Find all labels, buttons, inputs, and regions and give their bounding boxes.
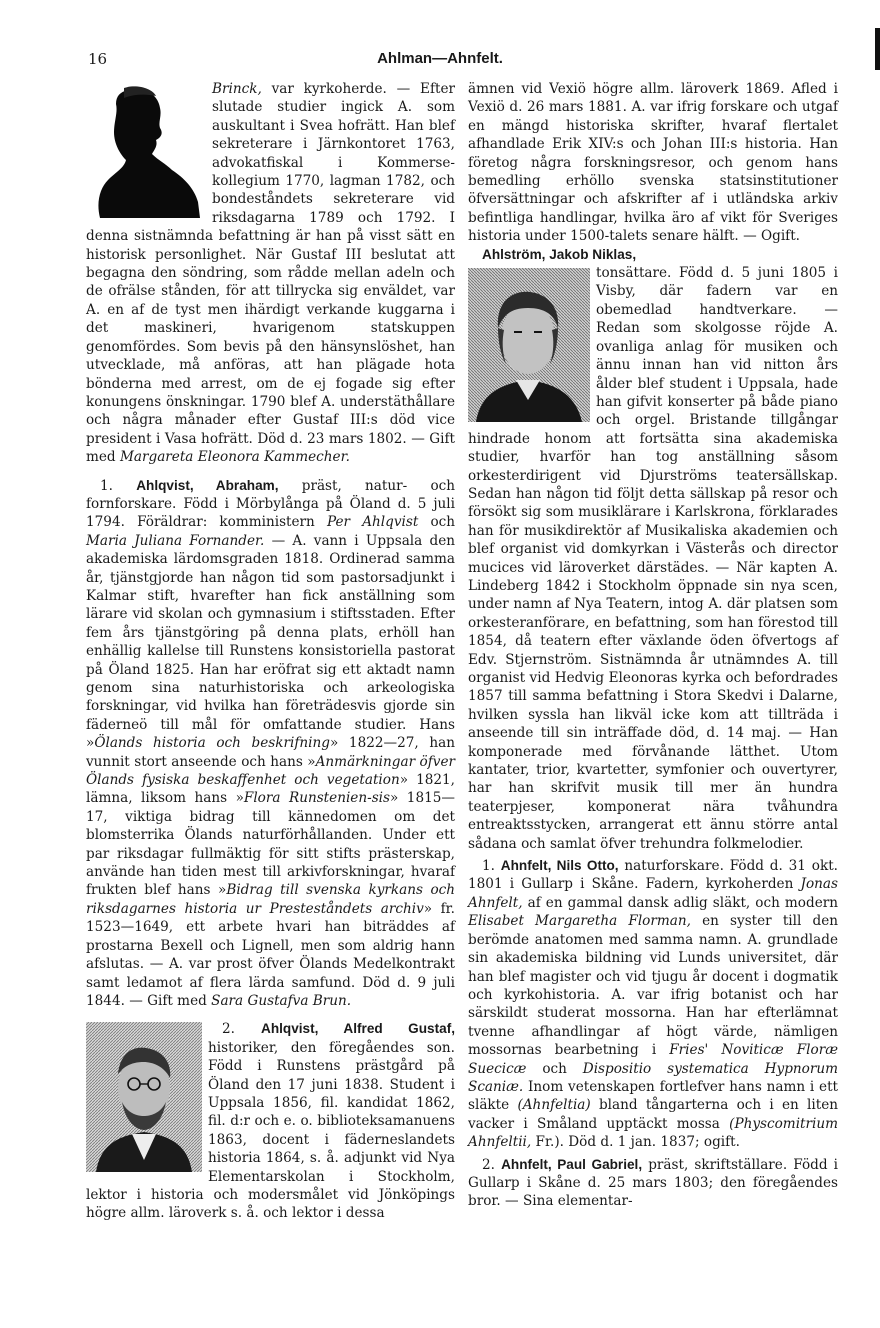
person-name: Brinck,	[212, 81, 262, 97]
entry-text: historiker, den föregåendes son. Född i Runstens prästgård på Öland den 17 juni 1838. Student i Uppsala 1856, fil. kandidat 1862, fil. d:r och e. o. biblioteksamanuens 1863, docent i fäderneslandets historia 1864, s. å. adjunkt vid Nya Elementarskolan i Stockholm, lektor i historia och modersmålet vid Jönköpings högre allm. läroverk s. å. och lektor i dessa	[86, 1039, 455, 1222]
entry-text: och	[418, 514, 455, 531]
work-title: Flora Runstenien-sis	[243, 790, 390, 807]
entry-headword: Ahnfelt, Paul Gabriel,	[501, 1156, 643, 1172]
entry-text: » fr. 1523—1649, ett arbete hvari han biträddes af prostarna Bexell och Lignell, men som aldrig hann afslutas. — A. var prost öfver Ölands Medelkontrakt samt ledamot af flera lärda samfund. Död d. 9 juli 1844. — Gift med	[86, 900, 455, 1009]
entry-text: bland tångarterna och i en liten vacker i Småland upptäckt mossa	[468, 1097, 839, 1132]
spouse-name: Margareta Eleonora Kammecher.	[119, 449, 350, 466]
entry-text: präst, natur- och fornforskare. Född i Mörbylånga på Öland d. 5 juli 1794. Föräldrar: komministern	[86, 477, 456, 531]
silhouette-portrait	[86, 84, 204, 222]
entry-number: 1.	[100, 477, 137, 494]
entry-number: 2.	[482, 1156, 502, 1173]
mother-name: Maria Juliana Fornander.	[86, 532, 265, 549]
entry-text: präst, skriftställare. Född i Gullarp i Skåne d. 25 mars 1803; den föregåendes bror. — Sina elementar-	[468, 1156, 838, 1210]
entry-text: tonsättare. Född d. 5 juni 1805 i Visby, där fadern var en obemedlad handtverkare. — Redan som skolgosse röjde A. ovanliga anlag för musiken och ännu innan han vid nitton års ålder blef student i Uppsala, hade han gifvit konserter på både piano och orgel. Bristande tillgångar hindrade honom att fortsätta sina akademiska studier, hvarför han tog anställning såsom orkesterdirigent vid Djurströms teatersällskap. Sedan han någon tid följt detta sällskap på resor och försökt sig som musiklärare i Karlskrona, förklarades han för musikdirektör af Musikaliska akademien och blef organist vid domkyrkan i Västerås och director mucices vid läroverket därstädes. — När kapten A. Lindeberg 1842 i Stockholm öppnade sin nya scen, under namn af Nya Teatern, intog A. där platsen som orkesteranförare, en befattning, som han förestod till 1854, då teatern efter växlande öden öfvertogs af Edv. Stjernström. Sistnämnda år utnämndes A. till organist vid Hedvig Eleonoras kyrka och befordrades 1857 till samma befattning i Stora Skedvi i Dalarne, hvilken syssla han likväl icke kom att tillträda i anseende till sin inträffade död, d. 14 maj. — Han komponerade med förvånande lätthet. Utom kantater, trior, kvartetter, symfonier och ouvertyrer, har han skrifvit musik till mer än hundra teaterpjeser, komponerat nära tvåhundra entreaktsstycken, arrangerat ett ännu större antal sådana och samlat öfver trehundra folkmelodier.	[468, 265, 838, 852]
entry-text: — A. vann i Uppsala den akademiska lärdomsgraden 1818. Ordinerad samma år, tjänstgjorde han någon tid som pastorsadjunkt i Kalmar stift, hvarefter han fick anställning som lärare vid skolan och gymnasium i stiftsstaden. Efter fem års tjänstgöring på denna plats, erhöll han enhällig kallelse till Runstens konsistoriella pastorat på Öland 1825. Han har eröfrat sig ett aktadt namn genom sina naturhistoriska och arkeologiska forskningar, vid hvilka han företrädesvis gjorde sin fäderneö till mål för omfattande studier. Hans »	[86, 532, 455, 752]
mother-name: Elisabet Margaretha Florman,	[468, 913, 691, 930]
entry-text: Inom vetenskapen fortlefver hans namn i ett släkte	[468, 1078, 838, 1114]
entry-headword: Ahlqvist, Abraham,	[136, 477, 279, 493]
entry-text: var kyrkoherde. — Efter slutade studier ingick A. som auskultant i Svea hofrätt. Han blef sekreterare i Järnkontoret 1763, advokatfiskal i Kommerse-kollegium 1770, lagman 1782, och bondeståndets sekreterare vid riksdagarna 1789 och 1792. I denna sistnämnda befattning är han på visst sätt en historisk personlighet. När Gustaf III beslutat att begagna den söndring, som rådde mellan adeln och de ofrälse stånden, för att tillrycka sig enväldet, var A. en af de tyst men ihärdigt verkande kuggarna i det maskineri, hvarigenom statskuppen genomfördes. Som bevis på den hänsynslöshet, han utvecklade, må anföras, att han plägade hota bönderna med arrest, om de ej fogade sig efter konungens önskningar. 1790 blef A. understäthållare och några månader efter Gustaf III:s död vice president i Vasa hofrätt. Död d. 23 mars 1802. — Gift med	[86, 81, 455, 466]
work-title: Fries' Noviticæ Floræ Suecicæ	[468, 1042, 838, 1077]
entry-number: 2.	[222, 1021, 262, 1038]
entry-number: 1.	[482, 858, 501, 875]
species-name: (Physcomitrium Ahnfeltii,	[468, 1115, 838, 1151]
work-title: Ölands historia och beskrifning	[94, 735, 330, 752]
portrait-engraving-ahlqvist	[86, 1022, 202, 1172]
entry-text: af en gammal dansk adlig släkt, och modern	[522, 894, 838, 911]
entry-text: » 1815—17, viktiga bidrag till kännedomen om det blomsterrika Ölands naturförhållanden. Under ett par riksdagar fullmäktig för sitt stifts prästerskap, använde han tiden mest till arkivforskningar, hvaraf frukten blef hans »	[86, 790, 455, 899]
left-column	[86, 80, 455, 1223]
entry-headword: Ahnfelt, Nils Otto,	[500, 858, 619, 874]
running-title: Ahlman—Ahnfelt.	[377, 50, 503, 67]
entry-text: » 1822—27, han vunnit stort anseende och hans »	[86, 735, 455, 770]
genus-name: (Ahnfeltia)	[517, 1097, 591, 1114]
entry-text: ämnen vid Vexiö högre allm. läroverk 1869. Afled i Vexiö d. 26 mars 1881. A. var ifrig forskare och utgaf en mängd historiska skrifter, hvaraf flertalet afhandlade Erik XIV:s och Johan III:s historia. Han företog några forskningsresor, och genom hans bemedling erhöllo svenska statsinstitutioner öfversättningar och afskrifter af i utländska arkiv befintliga handlingar, hvilka äro af vikt för Sveriges historia under 1500-talets senare hälft. — Ogift.	[468, 81, 838, 245]
entry-headword: Ahlqvist, Alfred Gustaf,	[261, 1021, 455, 1037]
entry-text: och	[526, 1060, 583, 1077]
entry-text: en syster till den berömde anatomen med samma namn. A. grundlade sin akademiska bildning vid Lunds universitet, där han blef magister och vid tjugu år docent i dogmatik och kyrkohistoria. A. var ifrig botanist och har särskildt studerat mossorna. Han har efterlämnat tvenne afhandlingar af högt värde, nämligen mossornas bearbetning i	[468, 913, 838, 1059]
work-title: Anmärkningar öfver Ölands fysiska beskaffenhet och vegetation	[86, 753, 455, 789]
father-name: Jonas Ahnfelt,	[468, 876, 838, 911]
work-title: Dispositio systematica Hypnorum Scaniæ.	[468, 1060, 838, 1095]
spouse-name: Sara Gustafva Brun.	[211, 992, 352, 1009]
father-name: Per Ahlqvist	[326, 514, 419, 531]
entry-text: » 1821, lämna, liksom hans »	[86, 772, 455, 807]
portrait-engraving-ahlstrom	[468, 268, 590, 422]
right-column	[468, 80, 838, 1211]
entry-text: Fr.). Död d. 1 jan. 1837; ogift.	[531, 1134, 740, 1151]
work-title: Bidrag till svenska kyrkans och riksdagarnes historia ur Presteståndets archiv	[86, 882, 455, 917]
entry-text: naturforskare. Född d. 31 okt. 1801 i Gullarp i Skåne. Fadern, kyrkoherden	[468, 858, 838, 893]
page-number: 16	[88, 50, 108, 68]
entry-headword: Ahlström, Jakob Niklas,	[482, 246, 637, 262]
